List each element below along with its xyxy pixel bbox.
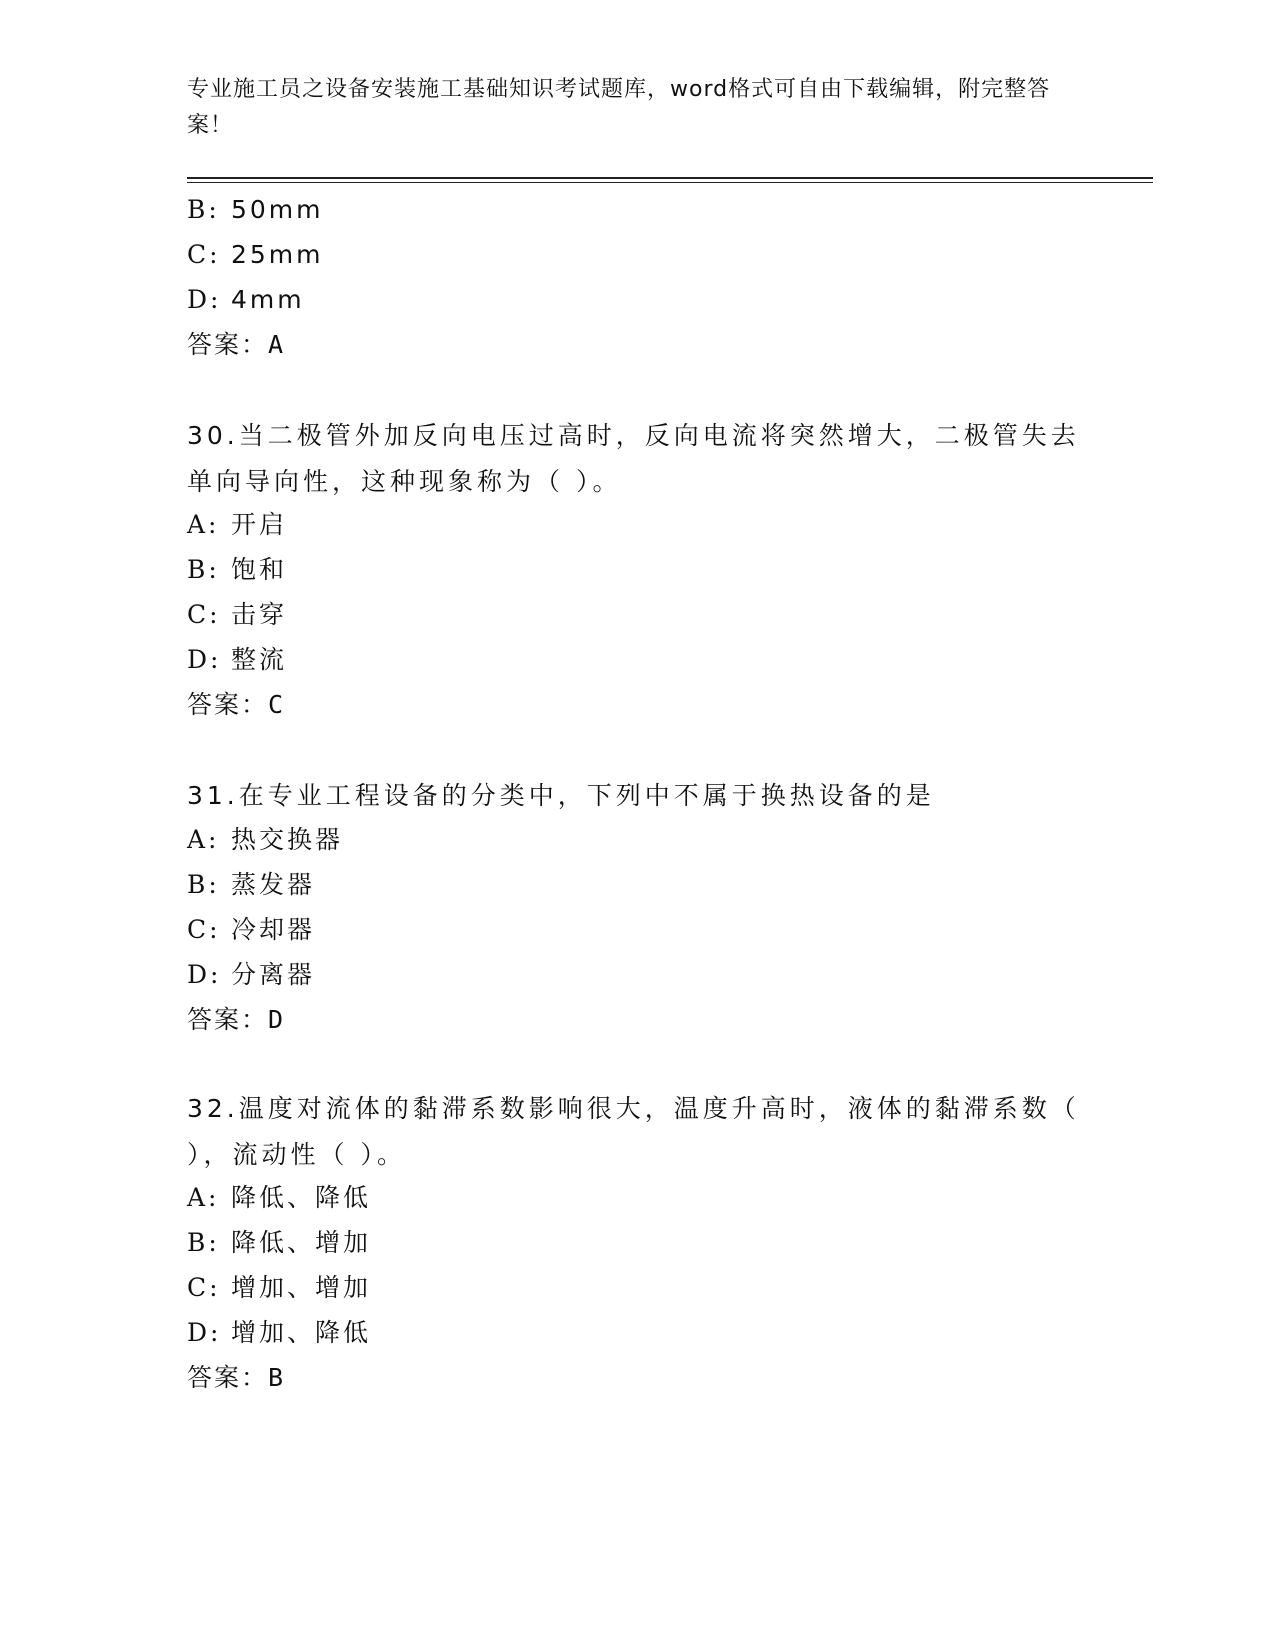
option-prefix: D:: [187, 285, 222, 314]
option-prefix: D:: [187, 1318, 222, 1347]
option-text: 整流: [231, 645, 288, 674]
option-text: 降低、降低: [231, 1183, 372, 1212]
option-text: 25mm: [231, 240, 324, 269]
header-divider-thin: [187, 182, 1153, 183]
question-stem: 31.在专业工程设备的分类中，下列中不属于换热设备的是: [187, 781, 935, 810]
option-line: [187, 240, 324, 270]
option-line: [187, 285, 305, 315]
option-text: 50mm: [231, 195, 324, 224]
option-prefix: A:: [187, 1183, 220, 1212]
question-stem: 30.当二极管外加反向电压过高时，反向电流将突然增大，二极管失去单向导向性，这种现象称为（ ）。: [187, 421, 1080, 496]
option-line: [187, 915, 315, 945]
option-prefix: A:: [187, 510, 220, 539]
option-line: [187, 870, 315, 900]
option-prefix: C:: [187, 240, 221, 269]
option-line: [187, 960, 315, 990]
option-text: 饱和: [231, 555, 288, 584]
option-text: 冷却器: [231, 915, 316, 944]
option-text: 增加、增加: [231, 1273, 372, 1302]
option-text: 击穿: [231, 600, 288, 629]
option-line: [187, 195, 324, 225]
option-text: 热交换器: [231, 825, 344, 854]
option-line: [187, 1228, 371, 1258]
option-line: [187, 555, 287, 585]
answer-line: 答案：B: [187, 1363, 286, 1392]
option-prefix: C:: [187, 1273, 221, 1302]
option-line: [187, 600, 287, 630]
option-prefix: A:: [187, 825, 220, 854]
option-line: [187, 510, 287, 540]
option-prefix: B:: [187, 1228, 220, 1257]
option-text: 4mm: [231, 285, 305, 314]
option-line: [187, 1318, 371, 1348]
option-line: [187, 645, 287, 675]
option-prefix: D:: [187, 645, 222, 674]
option-text: 增加、降低: [231, 1318, 372, 1347]
option-text: 降低、增加: [231, 1228, 372, 1257]
option-prefix: B:: [187, 555, 220, 584]
answer-line: 答案：A: [187, 330, 286, 359]
option-prefix: C:: [187, 915, 221, 944]
answer-line: 答案：C: [187, 690, 286, 719]
option-prefix: B:: [187, 870, 220, 899]
option-line: [187, 1183, 371, 1213]
option-line: [187, 825, 343, 855]
option-text: 开启: [231, 510, 288, 539]
option-line: [187, 1273, 371, 1303]
option-text: 蒸发器: [231, 870, 316, 899]
question-stem: 32.温度对流体的黏滞系数影响很大，温度升高时，液体的黏滞系数（ ），流动性（ ）。: [187, 1094, 1080, 1169]
option-prefix: D:: [187, 960, 222, 989]
answer-line: 答案：D: [187, 1005, 286, 1034]
option-prefix: C:: [187, 600, 221, 629]
document-header: 专业施工员之设备安装施工基础知识考试题库，word格式可自由下载编辑，附完整答案！: [187, 77, 1051, 138]
header-divider: [187, 177, 1153, 179]
option-prefix: B:: [187, 195, 220, 224]
option-text: 分离器: [231, 960, 316, 989]
